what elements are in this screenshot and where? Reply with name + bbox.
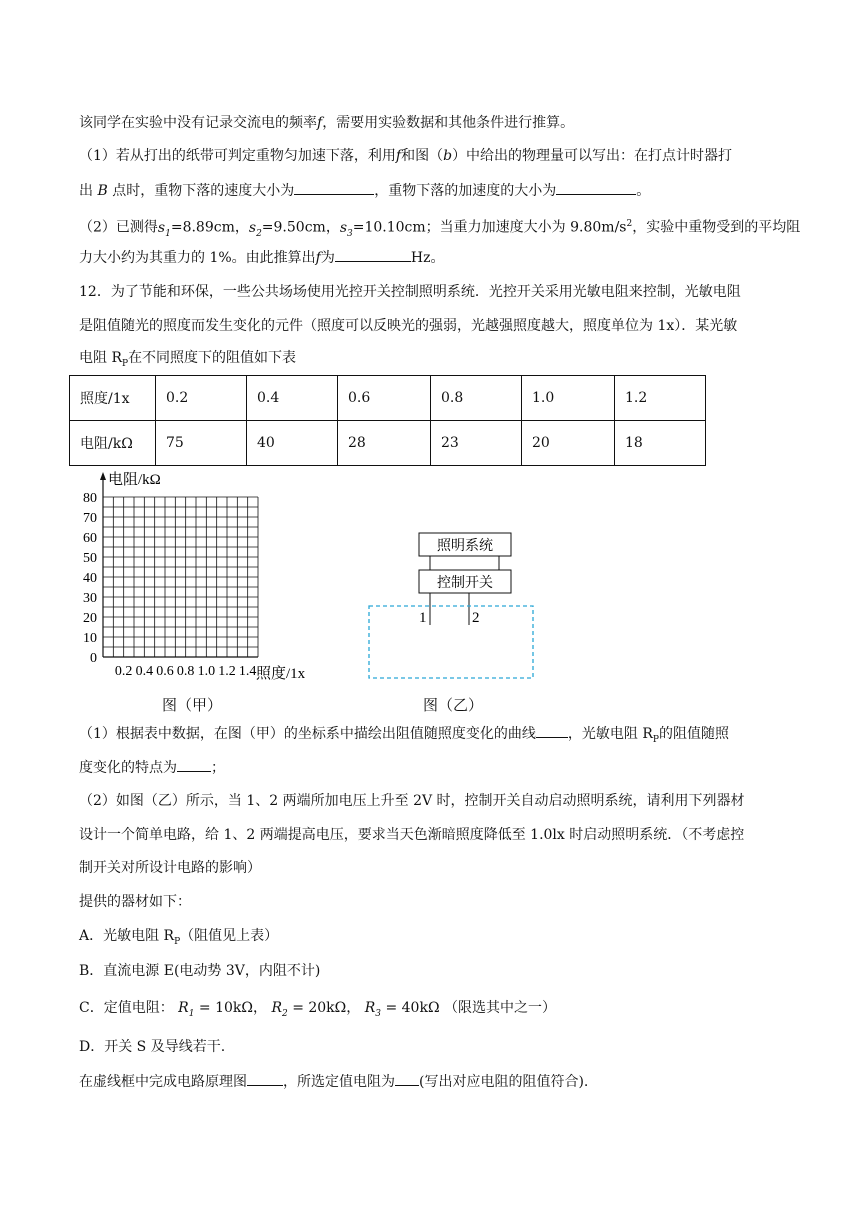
p1a: （1）根据表中数据，在图（甲）的坐标系中描绘出阻值随照度变化的曲线 [79,726,536,742]
q11-1-a: （1）若从打出的纸带可判定重物匀加速下落，利用 [79,148,396,164]
q12-line3 [79,348,296,374]
x-tick-label: 0.2 [114,664,133,679]
table-cell: 1.2 [615,376,706,421]
graph-grid [103,497,258,657]
sub-p: P [652,734,659,745]
last-a: 在虚线框中完成电路原理图 [79,1074,247,1090]
sup-2: 2 [626,219,633,229]
table-cell: 0.6 [338,376,431,421]
answer-blank-feature[interactable] [177,757,211,772]
q11-2-b: =8.89cm， [170,219,249,236]
item-c [79,998,556,1024]
p1c: 的阻值随照 [658,726,729,742]
q12-p2-line3: 制开关对所设计电路的影响） [79,860,261,876]
q12-p2-line1: （2）如图（乙）所示，当 1、2 两端所加电压上升至 2V 时，控制开关自动启动照明系统，请利用下列器材 [79,793,745,809]
q11-1-e: 点时，重物下落的速度大小为 [112,183,295,199]
p1e: ； [211,760,225,776]
var-f: f [315,250,321,266]
final-question [79,1071,588,1092]
q11-2-c: =9.50cm， [261,219,340,236]
answer-blank-frequency[interactable] [335,247,411,262]
x-tick-label: 1.4 [238,664,257,679]
q11-1-d: 出 [79,183,93,199]
x-axis-label: 照度/1x [256,666,306,682]
answer-blank-circuit[interactable] [247,1071,283,1086]
item-c-note: （限选其中之一） [444,1000,557,1016]
y-tick-label: 20 [83,611,97,626]
item-a [79,926,278,952]
table-cell: 40 [247,421,338,466]
sub-p: P [122,358,129,369]
var-f: f [395,148,402,164]
q11-2-h: Hz。 [410,250,445,266]
answer-blank-resistor[interactable] [395,1071,419,1086]
var-s2: $s_2$ [248,219,262,239]
var-f: f [317,115,323,131]
q11-2-f: 力大小约为其重力的 1%。由此推算出 [79,250,316,266]
x-tick-label: 1.0 [197,664,216,679]
graph-jia [70,468,350,688]
r2-value: = 20kΩ， [292,1000,361,1016]
table-row-resistance [70,421,706,466]
q11-1-c: ）中给出的物理量可以写出：在打点计时器打 [452,148,733,164]
switch-label: 控制开关 [437,575,493,591]
table-cell: 20 [522,421,615,466]
table-cell: 28 [338,421,431,466]
lighting-label: 照明系统 [437,538,493,554]
terminal-1-label: 1 [419,610,427,626]
table-cell: 0.2 [156,376,247,421]
y-tick-label: 70 [83,511,97,526]
fig-b-label: b [443,148,453,164]
x-tick-label: 0.6 [156,664,174,679]
sub-p: P [174,936,181,947]
answer-blank-acceleration[interactable] [556,180,636,195]
table-cell: 1.0 [522,376,615,421]
row-label-lux: 照度/1x [70,376,156,421]
r1-symbol: $R_1$ [178,1000,195,1019]
materials-heading: 提供的器材如下： [79,894,191,910]
x-tick-label: 1.2 [218,664,236,679]
q11-part1-line1 [79,146,732,166]
r2-symbol: $R_2$ [271,1000,288,1019]
table-cell: 0.8 [431,376,522,421]
y-axis-arrow [100,472,106,480]
q12-l3a: 电阻 R [79,350,122,366]
y-tick-label: 30 [83,591,97,606]
item-c-text: C．定值电阻： [79,1000,174,1016]
last-c: (写出对应电阻的阻值符合). [419,1074,589,1090]
table-cell: 0.4 [247,376,338,421]
p1b: ，光敏电阻 R [567,726,653,742]
x-tick-label: 0.4 [135,664,154,679]
table-row-lux [70,376,706,421]
y-axis-label: 电阻/kΩ [108,472,161,488]
item-a-text: A．光敏电阻 R [79,928,175,944]
q11-2-a: （2）已测得 [79,219,158,236]
q11-1-b: 和图（ [401,148,444,164]
y-tick-label: 40 [83,571,97,586]
q12-p2-line2: 设计一个简单电路，给 1、2 两端提高电压，要求当天色渐暗照度降低至 1.0lx 时启动照明系统．（不考虑控 [79,827,745,843]
table-cell: 75 [156,421,247,466]
x-tick-label: 0.8 [176,664,195,679]
q11-1-f: ，重物下落的加速度的大小为 [374,183,557,199]
caption-yi: 图（乙） [423,696,484,714]
y-tick-label: 0 [90,651,97,666]
resistance-table [69,375,706,466]
dashed-design-box[interactable] [369,606,533,678]
q12-p1-line1 [79,723,729,750]
y-tick-label: 80 [83,491,97,506]
table-cell: 18 [615,421,706,466]
row-label-resistance: 电阻/kΩ [70,421,156,466]
table-cell: 23 [431,421,522,466]
r1-value: = 10kΩ， [198,1000,267,1016]
q11-part2-line1 [79,214,800,243]
q11-1-g: 。 [636,183,651,199]
q12-p1-line2 [79,757,225,778]
q12-line2: 是阻值随光的照度而发生变化的元件（照度可以反映光的强弱，光越强照度越大，照度单位为 1x）．某光敏 [79,318,738,334]
q12-l3b: 在不同照度下的阻值如下表 [128,350,297,366]
q11-part2-line2 [79,247,444,268]
item-b: B．直流电源 E(电动势 3V，内阻不计) [79,963,321,979]
q11-2-g: 为 [320,250,335,266]
answer-blank-curve[interactable] [536,723,568,738]
caption-jia: 图（甲） [162,696,223,714]
terminal-2-label: 2 [472,610,480,626]
intro-text [79,113,574,133]
answer-blank-velocity[interactable] [294,180,374,195]
circuit-yi [360,525,540,685]
var-s3: $s_3$ [339,219,353,239]
intro-b: ，需要用实验数据和其他条件进行推算。 [322,115,575,131]
q11-2-e: ，实验中重物受到的平均阻 [632,219,801,236]
intro-a: 该同学在实验中没有记录交流电的频率 [79,115,317,131]
var-s1: $s_1$ [157,219,171,239]
y-tick-label: 50 [83,551,97,566]
item-d: D．开关 S 及导线若干. [79,1039,226,1055]
y-tick-label: 10 [83,631,97,646]
item-a-note: （阻值见上表） [180,928,279,944]
last-b: ，所选定值电阻为 [283,1074,395,1090]
point-b-label: B [93,183,113,199]
p1d: 度变化的特点为 [79,760,177,776]
y-tick-label: 60 [83,531,97,546]
q11-2-d: =10.10cm；当重力加速度大小为 9.80m/s [352,219,627,236]
q11-part1-line2 [79,180,650,201]
r3-value: = 40kΩ [385,1000,440,1016]
q12-line1: 12．为了节能和环保，一些公共场场使用光控开关控制照明系统．光控开关采用光敏电阻来控制，光敏电阻 [79,284,741,300]
r3-symbol: $R_3$ [364,1000,382,1019]
